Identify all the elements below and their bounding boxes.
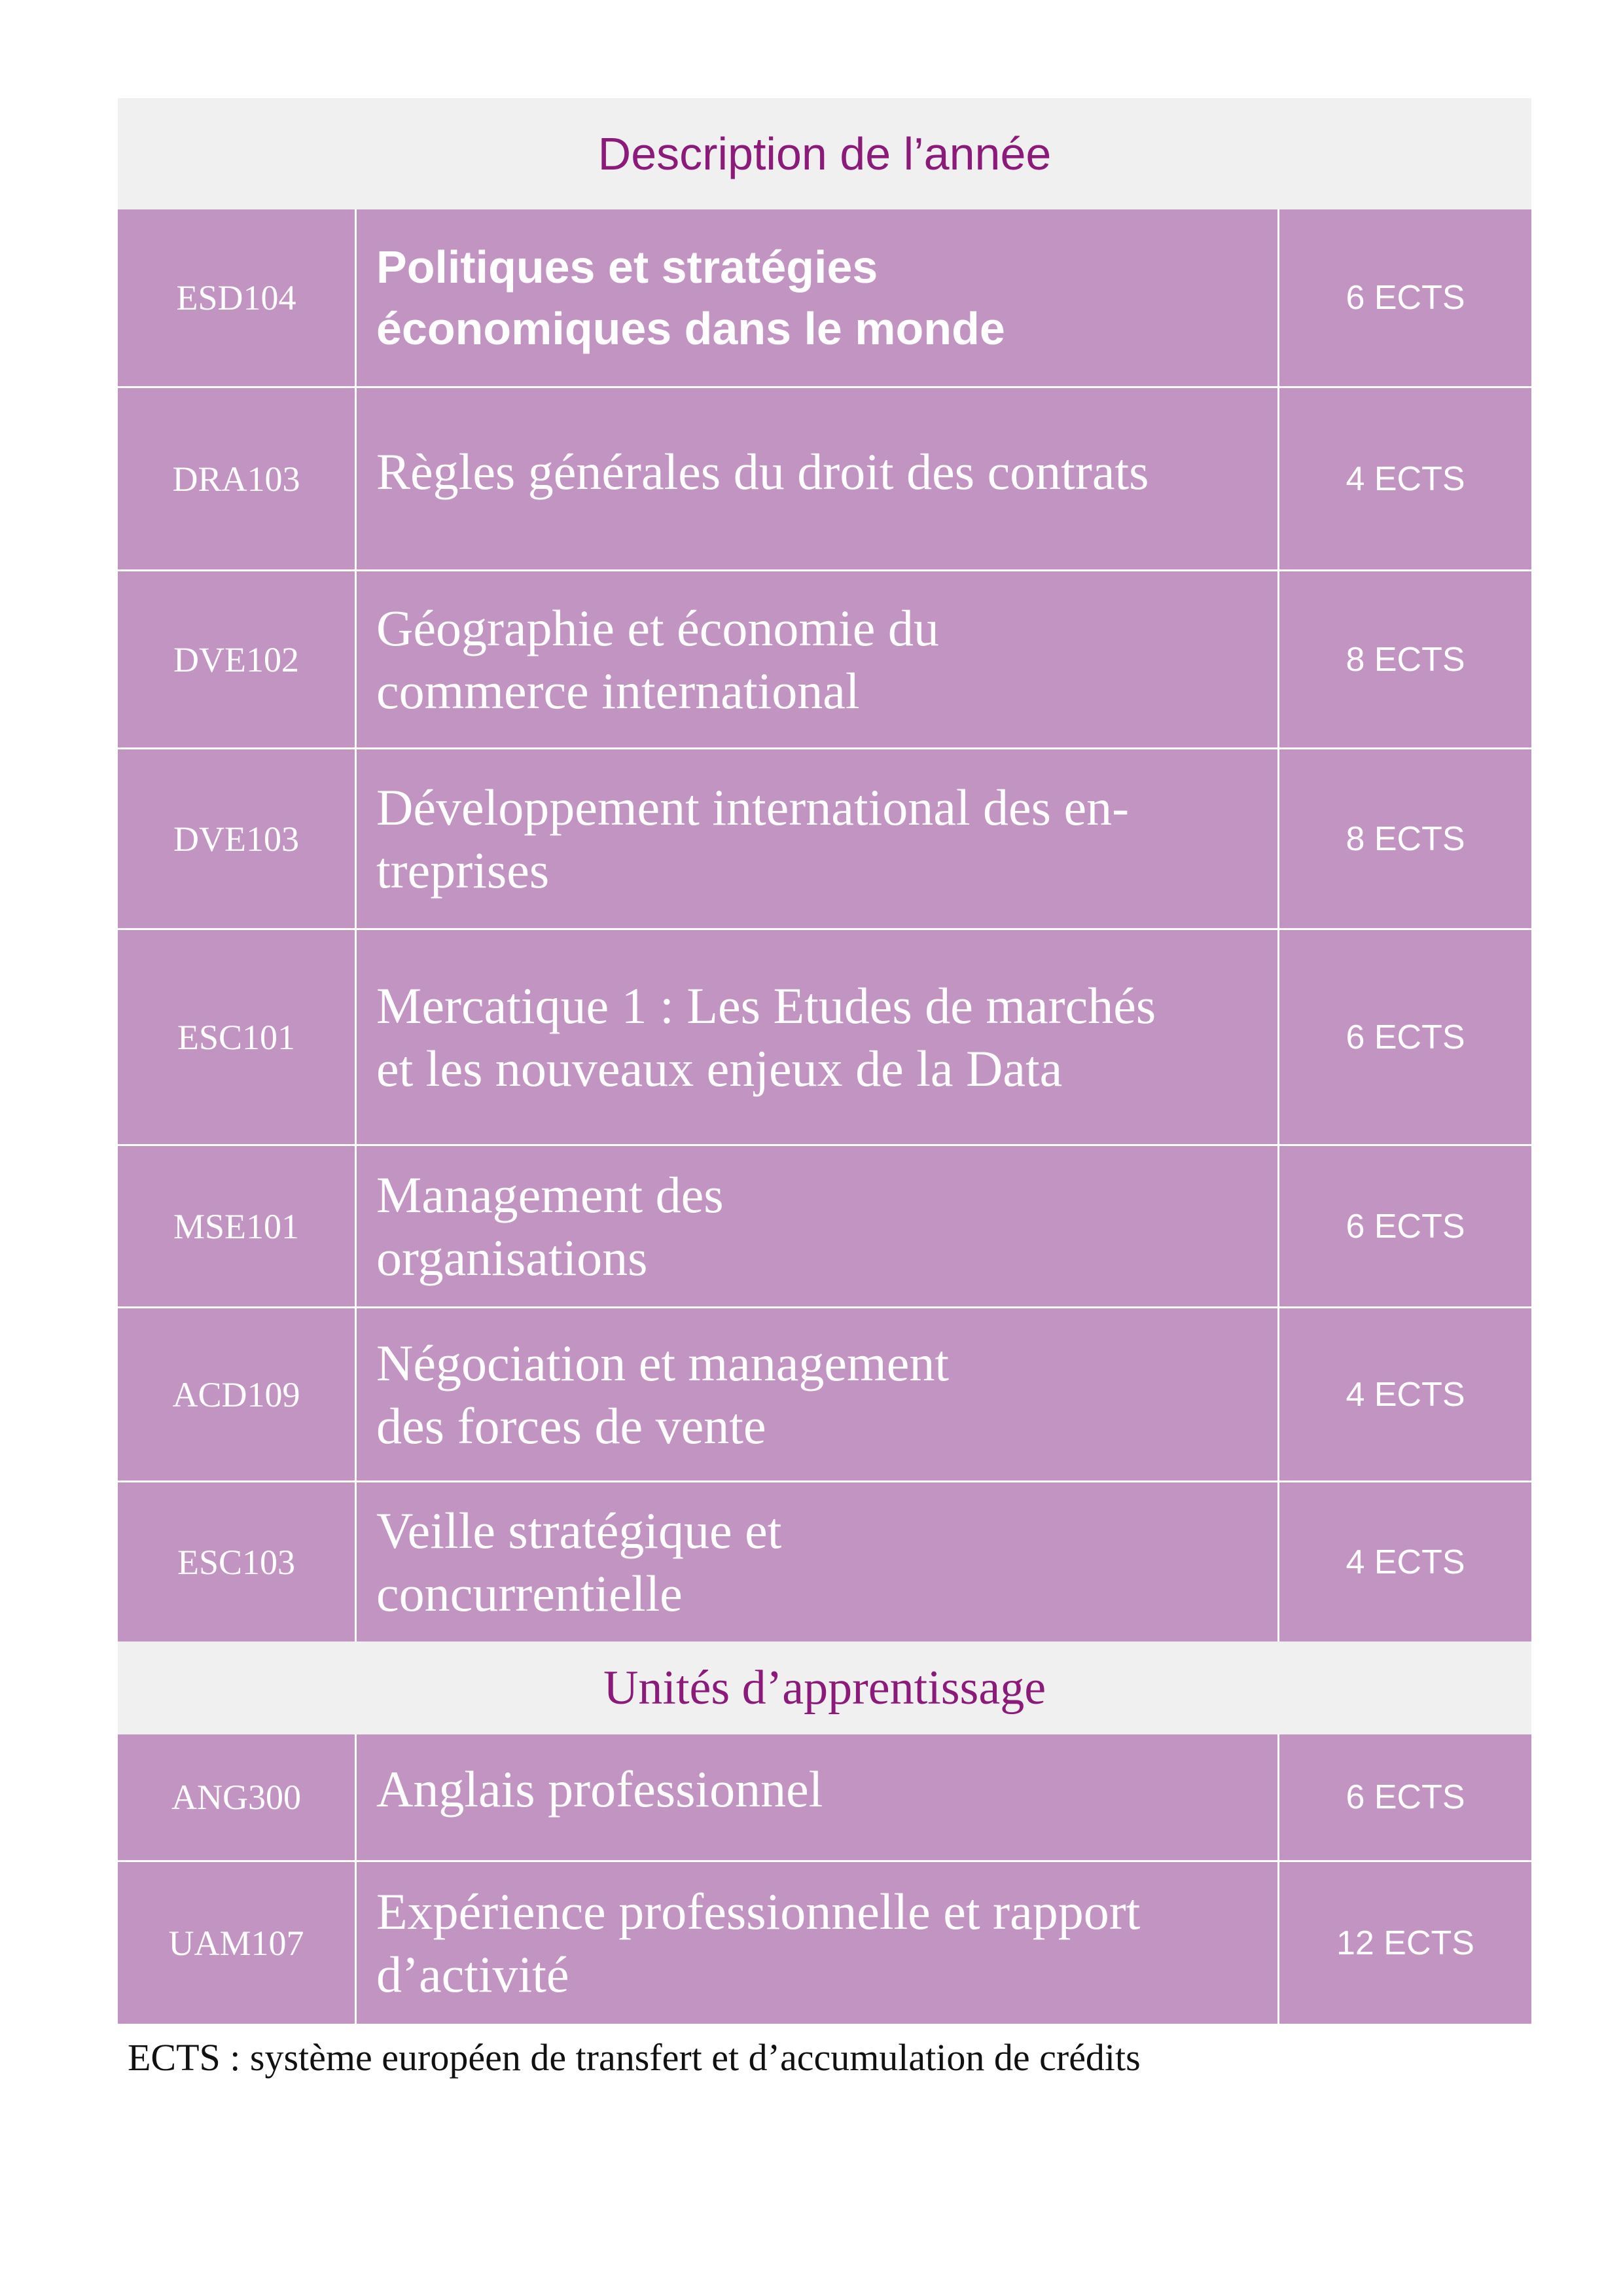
course-code: DVE103 (118, 749, 357, 928)
table-row (118, 1734, 1531, 1860)
course-code: DRA103 (118, 388, 357, 569)
table-row (118, 747, 1531, 928)
course-title: Expérience professionnelle et rapport d’activité (357, 1862, 1279, 2024)
course-credits: 4 ECTS (1346, 1375, 1465, 1414)
course-title: Développement international des en- treprises (357, 749, 1279, 928)
course-title: Management des organisations (357, 1146, 1279, 1306)
course-title: Politiques et stratégies économiques dans le monde (357, 209, 1279, 386)
course-code: DVE102 (118, 571, 357, 747)
course-code: ACD109 (118, 1308, 357, 1480)
table-row (118, 1480, 1531, 1641)
course-credits: 8 ECTS (1346, 819, 1465, 858)
table-row (118, 928, 1531, 1144)
course-credits: 6 ECTS (1346, 279, 1465, 317)
table-row (118, 209, 1531, 386)
table-row (118, 1306, 1531, 1480)
course-credits: 6 ECTS (1346, 1207, 1465, 1246)
table-row (118, 1144, 1531, 1306)
table-row (118, 1860, 1531, 2024)
course-credits: 4 ECTS (1346, 1543, 1465, 1581)
course-code: ESC103 (118, 1482, 357, 1641)
course-code: ESD104 (118, 209, 357, 386)
course-credits: 6 ECTS (1346, 1778, 1465, 1816)
footnote: ECTS : système européen de transfert et d’accumulation de crédits (128, 2036, 1141, 2079)
section-header-year: Description de l’année (118, 98, 1531, 209)
course-title: Négociation et management des forces de vente (357, 1308, 1279, 1480)
course-title: Géographie et économie du commerce international (357, 571, 1279, 747)
course-credits: 12 ECTS (1336, 1924, 1474, 1962)
course-code: ESC101 (118, 930, 357, 1144)
course-title: Anglais professionnel (357, 1734, 1279, 1860)
course-title: Règles générales du droit des contrats (357, 388, 1279, 569)
course-credits: 4 ECTS (1346, 459, 1465, 498)
course-title: Mercatique 1 : Les Etudes de marchés et les nouveaux enjeux de la Data (357, 930, 1279, 1144)
course-credits: 8 ECTS (1346, 640, 1465, 679)
course-credits: 6 ECTS (1346, 1018, 1465, 1056)
course-code: MSE101 (118, 1146, 357, 1306)
table-row (118, 386, 1531, 569)
course-code: UAM107 (118, 1862, 357, 2024)
curriculum-table (118, 98, 1531, 2024)
course-title: Veille stratégique et concurrentielle (357, 1482, 1279, 1641)
table-row (118, 569, 1531, 747)
section-header-learning-units: Unités d’apprentissage (118, 1641, 1531, 1734)
course-code: ANG300 (118, 1734, 357, 1860)
